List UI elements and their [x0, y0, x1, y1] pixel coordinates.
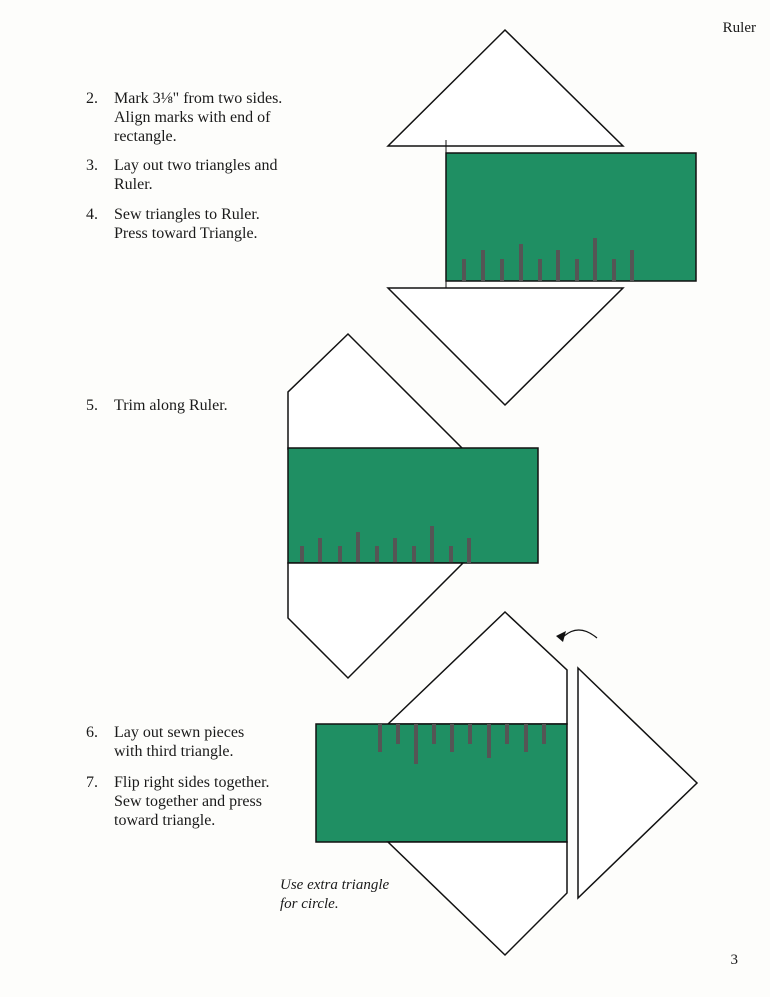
- step-text-line: Press toward Triangle.: [114, 225, 258, 242]
- step-number: 7.: [86, 774, 98, 791]
- step-text-line: Lay out sewn pieces: [114, 724, 245, 741]
- step-text-line: Mark 3⅛" from two sides.: [114, 90, 283, 107]
- step-text-line: toward triangle.: [114, 812, 216, 829]
- trimmed-bottom-piece: [288, 563, 463, 678]
- ruler-rectangle: [316, 724, 567, 842]
- step-text-line: Sew together and press: [114, 793, 262, 810]
- step-number: 5.: [86, 397, 98, 414]
- third-triangle: [578, 668, 697, 898]
- step-text-line: with third triangle.: [114, 743, 234, 760]
- note-line: Use extra triangle: [280, 877, 390, 893]
- note-line: for circle.: [280, 896, 339, 912]
- step-text-line: Flip right sides together.: [114, 774, 270, 791]
- page-number: 3: [730, 952, 738, 968]
- ruler-rectangle: [288, 448, 538, 563]
- top-triangle: [388, 30, 623, 146]
- trimmed-top-piece: [288, 334, 463, 449]
- step-number: 4.: [86, 206, 98, 223]
- step-text-line: Align marks with end of: [114, 109, 271, 126]
- step-text-line: Ruler.: [114, 176, 153, 193]
- upper-triangle: [388, 612, 567, 724]
- step-number: 3.: [86, 157, 98, 174]
- flip-arrow-icon: [562, 630, 597, 638]
- flip-arrow-head: [556, 631, 566, 642]
- lower-triangle: [388, 842, 567, 955]
- step-number: 6.: [86, 724, 98, 741]
- diagram-step-6-7: [316, 612, 697, 955]
- step-text-line: Trim along Ruler.: [114, 397, 228, 414]
- diagram-step-2-4: [388, 30, 696, 405]
- bottom-triangle: [388, 288, 623, 405]
- step-text-line: rectangle.: [114, 128, 177, 145]
- step-text-line: Sew triangles to Ruler.: [114, 206, 260, 223]
- step-text-line: Lay out two triangles and: [114, 157, 278, 174]
- step-number: 2.: [86, 90, 98, 107]
- page-header-title: Ruler: [722, 20, 756, 36]
